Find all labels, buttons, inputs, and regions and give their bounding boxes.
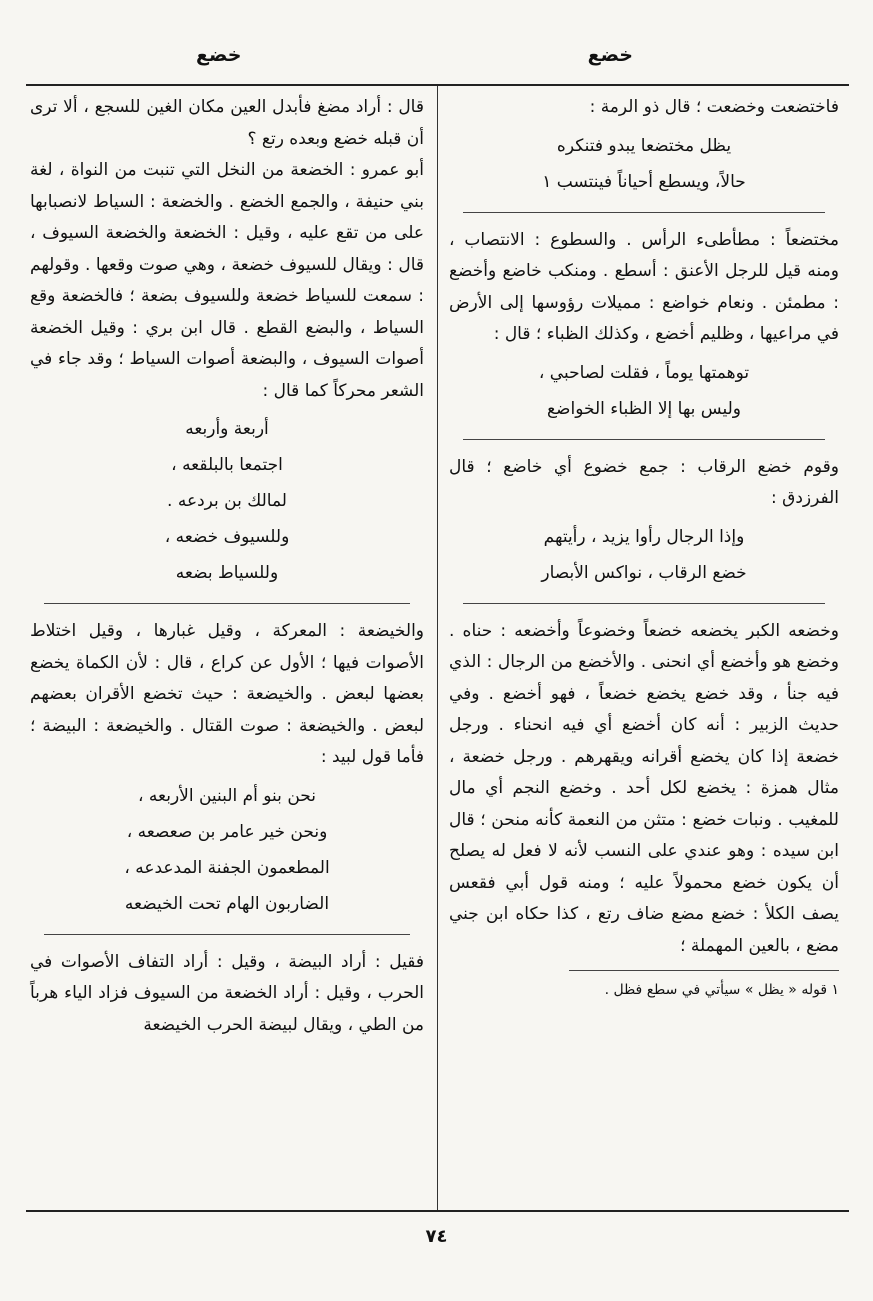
column-divider	[437, 86, 438, 1210]
verse-line: لمالك بن بردعه .	[167, 491, 287, 511]
footnote: ١ قوله « يظل » سيأتي في سطع فظل .	[604, 982, 839, 998]
left-paragraph-2: أبو عمرو : الخضعة من النخل التي تنبت من النواة ، لغة بني حنيفة ، والجمع الخضع . والخضعة : السياط لانصبابها على من تقع عليه ، وقيل : الخضعة والخضعة السيوف ، قال : ويقال للسيوف خضعة ، وهي صوت وقعها . وقولهم : سمعت للسياط خضعة وللسيوف بضعة ؛ فالخضعة وقع السياط ، والبضع القطع . قال ابن بري : وقيل الخضعة أصوات السيوف ، والبضعة أصوات السياط ؛ وقد جاء في الشعر محركاً كما قال :	[30, 160, 424, 401]
verse-line: توهمتها يوماً ، فقلت لصاحبي ،	[538, 362, 750, 383]
verse-line: اجتمعا بالبلقعه ،	[171, 455, 283, 475]
left-verse-2	[30, 778, 424, 922]
verse-line: وللسيوف خضعه ،	[164, 527, 290, 547]
right-paragraph-2: مختضعاً : مطأطىء الرأس . والسطوع : الانتصاب ، ومنه قيل للرجل الأعنق : أسطع . ومنكب خاضع وأخضع : مطمئن . ونعام خواضع : مميلات رؤوسها إلى الأرض في مراعيها ، وظليم أخضع ، وكذلك الظباء ؛ قال :	[449, 229, 839, 344]
verse-line: وإذا الرجال رأوا يزيد ، رأيتهم	[543, 526, 745, 547]
verse-line: نحن بنو أم البنين الأربعه ،	[138, 785, 316, 806]
verse-line: وليس بها إلا الظباء الخواضع	[547, 398, 741, 419]
right-paragraph-1: فاختضعت وخضعت ؛ قال ذو الرمة :	[589, 97, 839, 117]
verse-line: يظل مختضعا يبدو فتنكره	[556, 135, 732, 156]
left-paragraph-4: فقيل : أراد البيضة ، وقيل : أراد التفاف الأصوات في الحرب ، وقيل : أراد الخضعة من السيوف فزاد الياء هرباً من الطي ، ويقال لبيضة الحرب الخيضعة	[30, 951, 424, 1035]
verse-line: المطعمون الجفنة المدعدعه ،	[124, 857, 330, 878]
verse-line: ونحن خير عامر بن صعصعه ،	[126, 821, 328, 842]
right-verse-3	[449, 519, 839, 591]
right-verse-1	[449, 128, 839, 200]
left-column	[30, 92, 424, 1041]
verse-line: خضع الرقاب ، نواكس الأبصار	[541, 562, 747, 583]
right-verse-2	[449, 355, 839, 427]
section-separator	[44, 603, 410, 604]
section-separator	[44, 934, 410, 935]
verse-line: وللسياط بضعه	[175, 563, 279, 583]
verse-line: حالاً، ويسطع أحياناً فينتسب ١	[542, 171, 746, 192]
left-paragraph-1: قال : أراد مضغ فأبدل العين مكان الغين للسجع ، ألا ترى أن قبله خضع وبعده رتع ؟	[30, 97, 424, 149]
right-column	[449, 92, 839, 1001]
left-verse-1	[30, 411, 424, 591]
section-separator	[463, 212, 825, 213]
footnote-separator	[569, 970, 839, 971]
verse-line: أربعة وأربعه	[185, 419, 269, 439]
bottom-rule	[26, 1210, 849, 1212]
verse-line: الضاربون الهام تحت الخيضعه	[124, 893, 330, 914]
section-separator	[463, 603, 825, 604]
page-number: ٧٤	[425, 1226, 448, 1247]
right-paragraph-3: وقوم خضع الرقاب : جمع خضوع أي خاضع ؛ قال الفرزدق :	[449, 456, 839, 508]
header-word-left: خضع	[196, 44, 242, 66]
section-separator	[463, 439, 825, 440]
left-paragraph-3: والخيضعة : المعركة ، وقيل غبارها ، وقيل اختلاط الأصوات فيها ؛ الأول عن كراع ، قال : لأن الكماة يخضع بعضها لبعض . والخيضعة : حيث تخضع الأقران بعضهم لبعض . والخيضعة : صوت القتال . والخيضعة : البيضة ؛ فأما قول لبيد :	[30, 621, 424, 767]
header-word-right: خضع	[587, 44, 633, 66]
right-paragraph-4: وخضعه الكبر يخضعه خضعاً وخضوعاً وأخضعه : حناه . وخضع هو وأخضع أي انحنى . والأخضع من الرجال : الذي فيه جنأ ، وقد خضع يخضع خضعاً ، فهو أخضع . وفي حديث الزبير : أنه كان أخضع أي فيه انحناء . ورجل خضعة إذا كان يخضع أقرانه ويقهرهم . ورجل خضعة ، مثال همزة : يخضع لكل أحد . وخضع النجم أي مال للمغيب . ونبات خضع : متثن من النعمة كأنه منحن ؛ قال ابن سيده : وهو عندي على النسب لأنه لا فعل له يصلح أن يكون خضع محمولاً عليه ؛ ومنه قول أبي فقعس يصف الكلأ : خضع مضع ضاف رتع ، كذا حكاه ابن جني مضع ، بالعين المهملة ؛	[449, 620, 839, 956]
